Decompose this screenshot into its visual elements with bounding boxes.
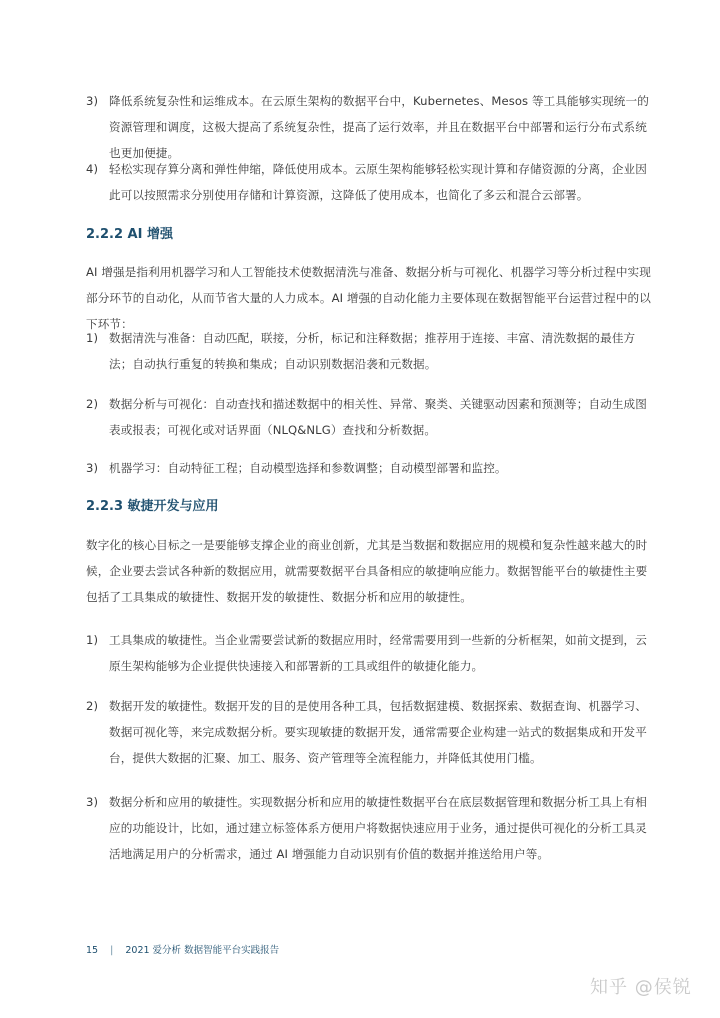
list-item-text: 数据开发的敏捷性。数据开发的目的是使用各种工具，包括数据建模、数据探索、数据查询、机器学习、数据可视化等，来完成数据分析。要实现敏捷的数据开发，通常需要企业构建一站式的数据集成和开发平台，提供大数据的汇聚、加工、服务、资产管理等全流程能力，并降低其使用门槛。: [109, 699, 647, 765]
list-item-number: 2): [86, 397, 99, 411]
section-intro-paragraph: AI 增强是指利用机器学习和人工智能技术使数据清洗与准备、数据分析与可视化、机器学习等分析过程中实现部分环节的自动化，从而节省大量的人力成本。AI 增强的自动化能力主要体现在数据智能平台运营过程中的以下环节：: [86, 265, 651, 331]
section-heading-2-2-3: 2.2.3 敏捷开发与应用: [86, 499, 219, 514]
list-item-text: 数据清洗与准备：自动匹配，联接，分析，标记和注释数据；推荐用于连接、丰富、清洗数据的最佳方法；自动执行重复的转换和集成；自动识别数据沿袭和元数据。: [109, 331, 636, 371]
list-item-text: 轻松实现存算分离和弹性伸缩，降低使用成本。云原生架构能够轻松实现计算和存储资源的分离，企业因此可以按照需求分别使用存储和计算资源，这降低了使用成本，也简化了多云和混合云部署。: [109, 162, 647, 202]
footer-separator: |: [110, 945, 114, 956]
list-item: [86, 325, 652, 377]
list-item-text: 机器学习：自动特征工程；自动模型选择和参数调整；自动模型部署和监控。: [109, 461, 507, 475]
section-intro-paragraph: 数字化的核心目标之一是要能够支撑企业的商业创新，尤其是当数据和数据应用的规模和复杂性越来越大的时候，企业要去尝试各种新的数据应用，就需要数据平台具备相应的敏捷响应能力。数据智能平台的敏捷性主要包括了工具集成的敏捷性、数据开发的敏捷性、数据分析和应用的敏捷性。: [86, 538, 648, 604]
report-title: 2021 爱分析 数据智能平台实践报告: [125, 945, 280, 956]
list-item: [86, 693, 652, 771]
list-item-number: 3): [86, 94, 99, 108]
page-footer: [86, 944, 279, 958]
list-item-number: 1): [86, 633, 99, 647]
list-item: [86, 156, 652, 208]
list-item-text: 数据分析和应用的敏捷性。实现数据分析和应用的敏捷性数据平台在底层数据管理和数据分析工具上有相应的功能设计，比如，通过建立标签体系方便用户将数据快速应用于业务，通过提供可视化的分析工具灵活地满足用户的分析需求，通过 AI 增强能力自动识别有价值的数据并推送给用户等。: [109, 795, 647, 861]
list-item: [86, 455, 652, 481]
list-item-text: 工具集成的敏捷性。当企业需要尝试新的数据应用时，经常需要用到一些新的分析框架，如前文提到，云原生架构能够为企业提供快速接入和部署新的工具或组件的敏捷化能力。: [109, 633, 647, 673]
page-number: 15: [86, 945, 99, 956]
list-item: [86, 88, 652, 166]
list-item: [86, 391, 652, 443]
list-item: [86, 627, 652, 679]
list-item-number: 1): [86, 331, 99, 345]
list-item-number: 4): [86, 162, 99, 176]
list-item-number: 3): [86, 461, 99, 475]
list-item-text: 数据分析与可视化：自动查找和描述数据中的相关性、异常、聚类、关键驱动因素和预测等；自动生成图表或报表；可视化或对话界面（NLQ&NLG）查找和分析数据。: [109, 397, 647, 437]
list-item: [86, 789, 652, 867]
list-item-text: 降低系统复杂性和运维成本。在云原生架构的数据平台中，Kubernetes、Mesos 等工具能够实现统一的资源管理和调度，这极大提高了系统复杂性，提高了运行效率，并且在数据平台中部署和运行分布式系统也更加便捷。: [109, 94, 649, 160]
section-heading-2-2-2: 2.2.2 AI 增强: [86, 227, 173, 242]
watermark: 知乎 @侯锐: [590, 977, 692, 998]
list-item-number: 2): [86, 699, 99, 713]
list-item-number: 3): [86, 795, 99, 809]
